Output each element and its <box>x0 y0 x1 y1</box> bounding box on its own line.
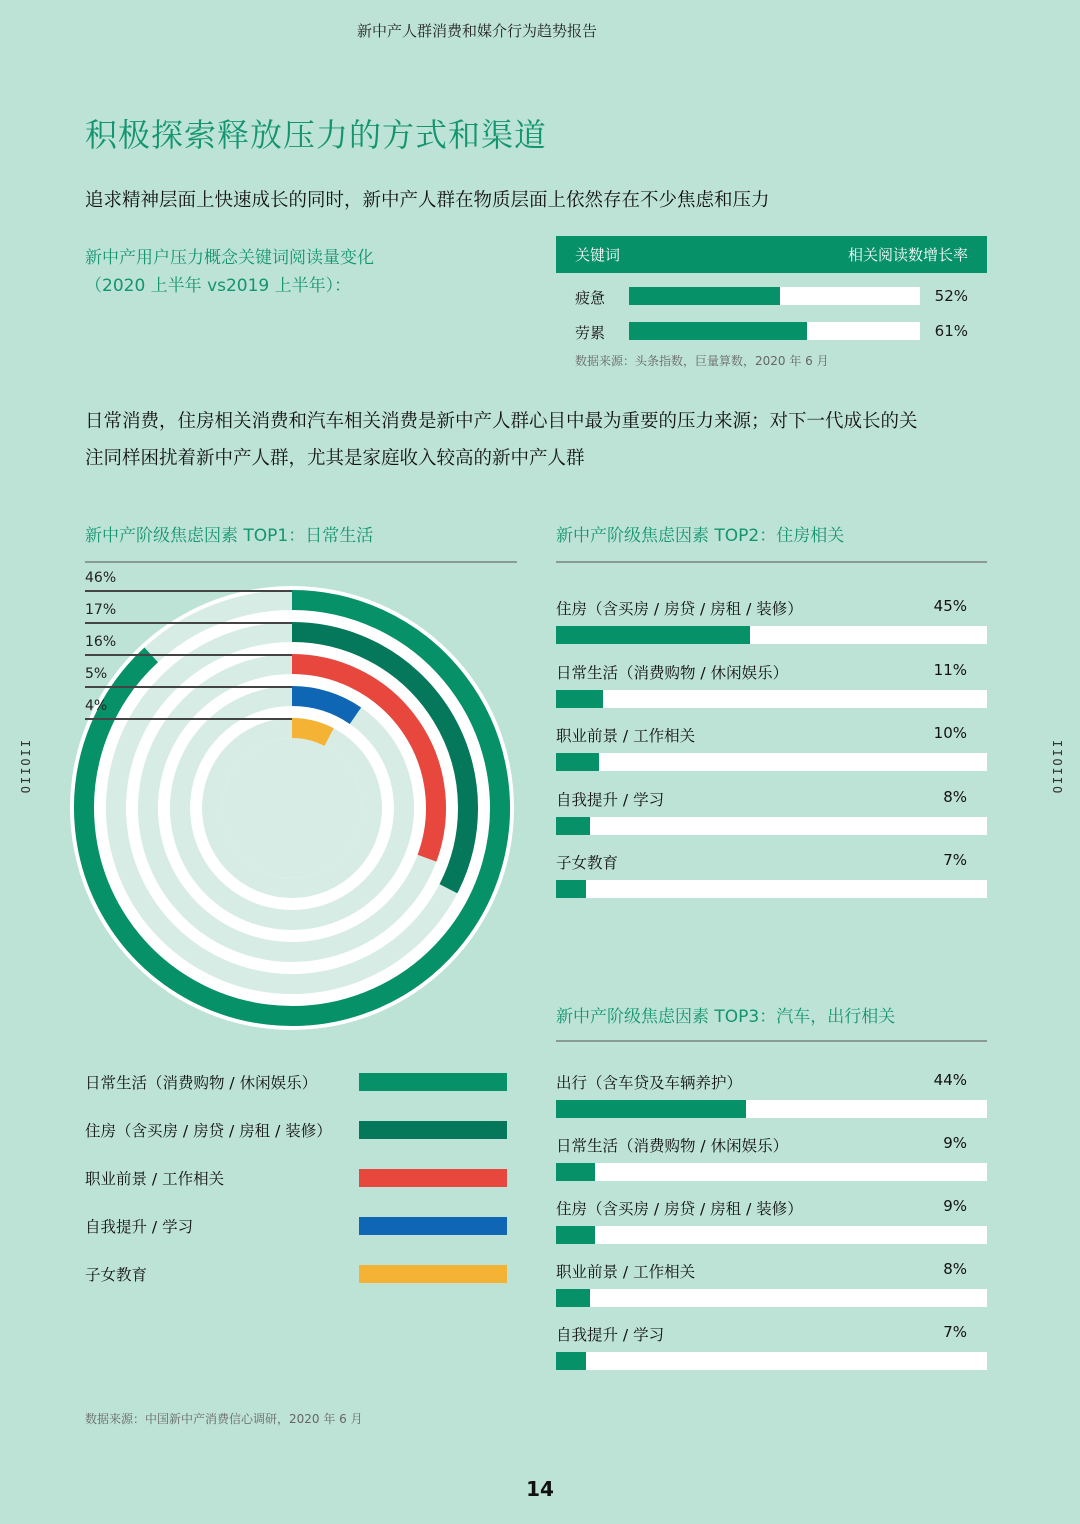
bar-label: 日常生活（消费购物 / 休闲娱乐） <box>556 663 789 682</box>
keyword-value: 52% <box>934 287 968 305</box>
page-number: 14 <box>526 1477 554 1501</box>
top3-title: 新中产阶级焦虑因素 TOP3：汽车，出行相关 <box>556 1007 896 1027</box>
keyword-title-line1: 新中产用户压力概念关键词阅读量变化 <box>85 248 374 268</box>
bar-track <box>556 690 987 708</box>
bar-fill <box>556 1100 746 1118</box>
bar-label: 子女教育 <box>556 854 619 872</box>
bar-value: 10% <box>933 724 967 742</box>
keyword-value: 61% <box>934 322 968 340</box>
bar-label: 自我提升 / 学习 <box>556 1326 665 1344</box>
bar-track <box>556 1352 987 1370</box>
donut-value-label: 17% <box>85 602 117 618</box>
growth-col-header: 相关阅读数增长率 <box>847 246 968 264</box>
bar-value: 7% <box>943 851 967 869</box>
keyword-bar-track <box>629 322 920 340</box>
bar-value: 9% <box>943 1134 967 1152</box>
keyword-row <box>556 279 987 314</box>
donut-value-label: 5% <box>85 666 108 682</box>
legend-swatch <box>359 1169 507 1187</box>
keyword-label: 疲惫 <box>575 289 606 307</box>
donut-value-label: 16% <box>85 634 117 650</box>
top2-title: 新中产阶级焦虑因素 TOP2：住房相关 <box>556 526 845 546</box>
donut-label-line <box>85 622 292 624</box>
bar-fill <box>556 626 750 644</box>
donut-arc-5 <box>292 728 329 737</box>
bar-label: 职业前景 / 工作相关 <box>556 727 696 745</box>
bar-track <box>556 1289 987 1307</box>
keyword-table <box>556 236 987 368</box>
keyword-label: 劳累 <box>575 324 606 342</box>
bar-track <box>556 1100 987 1118</box>
bar-label: 住房（含买房 / 房贷 / 房租 / 装修） <box>556 1200 803 1218</box>
bar-fill <box>556 1226 595 1244</box>
bar-value: 9% <box>943 1197 967 1215</box>
page-title: 积极探索释放压力的方式和渠道 <box>85 116 548 154</box>
bar-label: 自我提升 / 学习 <box>556 790 665 809</box>
bar-track <box>556 817 987 835</box>
legend-label: 住房（含买房 / 房贷 / 房租 / 装修） <box>85 1122 332 1140</box>
lead-text-2 <box>85 403 995 477</box>
bar-fill <box>556 690 603 708</box>
bar-value: 8% <box>943 1260 967 1278</box>
data-source: 数据来源：中国新中产消费信心调研，2020 年 6 月 <box>85 1412 363 1426</box>
bar-label: 住房（含买房 / 房贷 / 房租 / 装修） <box>556 600 803 618</box>
top1-radial-chart <box>60 570 530 1045</box>
donut-label-line <box>85 590 292 592</box>
bar-track <box>556 753 987 771</box>
bar-value: 7% <box>943 1323 967 1341</box>
top1-title: 新中产阶级焦虑因素 TOP1：日常生活 <box>85 526 374 546</box>
bar-fill <box>556 817 590 835</box>
bar-fill <box>556 1289 590 1307</box>
legend-swatch <box>359 1217 507 1235</box>
legend-label: 职业前景 / 工作相关 <box>85 1170 225 1188</box>
keyword-row <box>556 314 987 349</box>
bar-value: 11% <box>933 660 967 679</box>
donut-center <box>222 738 362 878</box>
bar-label: 出行（含车贷及车辆养护） <box>556 1074 743 1092</box>
bar-value: 45% <box>933 597 967 615</box>
legend-swatch <box>359 1073 507 1091</box>
bar-fill <box>556 1163 595 1181</box>
bar-value: 8% <box>943 787 967 806</box>
donut-value-label: 46% <box>85 570 117 586</box>
bar-value: 44% <box>933 1071 967 1089</box>
bar-fill <box>556 880 586 898</box>
bar-label: 日常生活（消费购物 / 休闲娱乐） <box>556 1137 789 1155</box>
legend-swatch <box>359 1121 507 1139</box>
lead-text-2-line2: 注同样困扰着新中产人群，尤其是家庭收入较高的新中产人群 <box>85 448 585 469</box>
legend-label: 日常生活（消费购物 / 休闲娱乐） <box>85 1074 318 1092</box>
bar-label: 职业前景 / 工作相关 <box>556 1263 696 1281</box>
bar-fill <box>556 753 599 771</box>
legend-swatch <box>359 1265 507 1283</box>
bar-fill <box>556 1352 586 1370</box>
bar-track <box>556 1226 987 1244</box>
bar-track <box>556 626 987 644</box>
top2-rule <box>556 561 987 563</box>
keyword-rows <box>556 273 987 349</box>
keyword-source: 数据来源：头条指数，巨量算数，2020 年 6 月 <box>575 354 829 368</box>
side-mark-left: IIOIIO <box>18 740 32 796</box>
donut-value-label: 4% <box>85 698 108 714</box>
donut-label-line <box>85 718 292 720</box>
keyword-block-title <box>85 244 374 300</box>
legend-label: 子女教育 <box>85 1266 148 1284</box>
bar-track <box>556 1163 987 1181</box>
top3-rule <box>556 1040 987 1042</box>
donut-label-line <box>85 686 292 688</box>
keyword-table-header <box>556 236 987 273</box>
donut-label-line <box>85 654 292 656</box>
top1-rule <box>85 561 517 563</box>
lead-text-1: 追求精神层面上快速成长的同时，新中产人群在物质层面上依然存在不少焦虑和压力 <box>85 190 770 211</box>
keyword-title-line2: （2020 上半年 vs2019 上半年）： <box>85 276 352 296</box>
legend-label: 自我提升 / 学习 <box>85 1218 194 1236</box>
lead-text-2-line1: 日常消费，住房相关消费和汽车相关消费是新中产人群心目中最为重要的压力来源；对下一代成长的关 <box>85 411 918 432</box>
keyword-bar-fill <box>629 322 807 340</box>
keyword-bar-track <box>629 287 920 305</box>
side-mark-right: IIOIIO <box>1050 740 1064 796</box>
keyword-col-header: 关键词 <box>575 246 621 264</box>
keyword-bar-fill <box>629 287 780 305</box>
bar-track <box>556 880 987 898</box>
report-header: 新中产人群消费和媒介行为趋势报告 <box>356 22 597 40</box>
